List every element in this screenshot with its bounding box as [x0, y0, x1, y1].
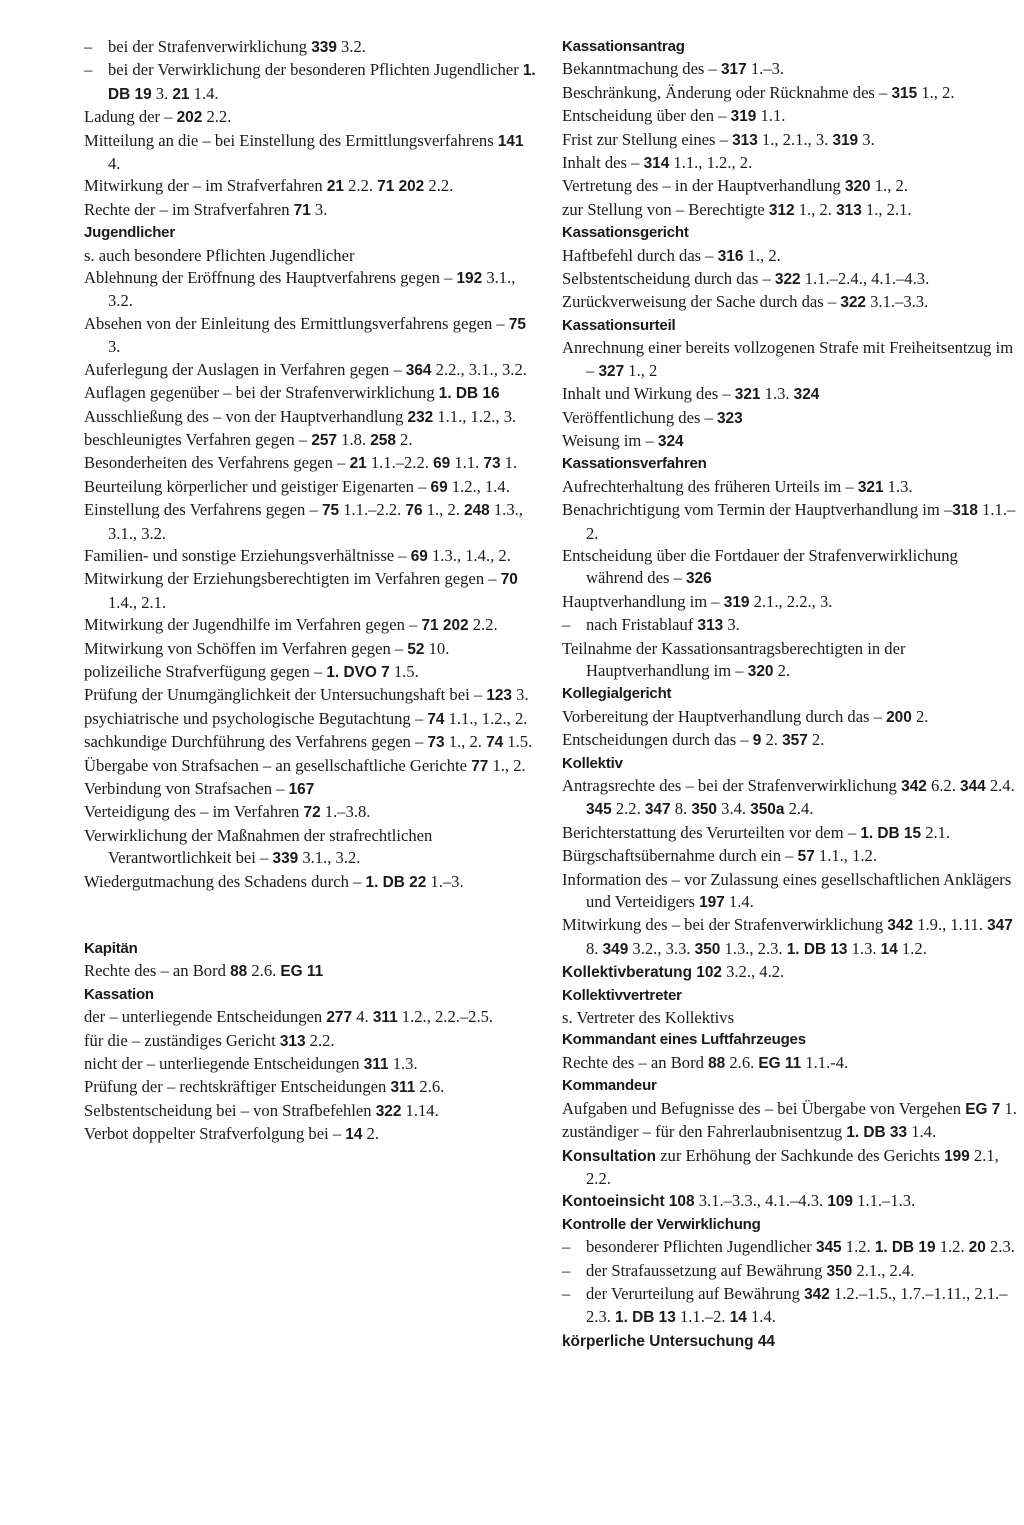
index-entry: Verbot doppelter Strafverfolgung bei – 14 2.	[84, 1124, 379, 1144]
index-entry: psychiatrische und psychologische Begutachtung – 74 1.1., 1.2., 2.	[84, 708, 528, 728]
dash-marker: –	[562, 1237, 571, 1257]
index-entry: Information des – vor Zulassung eines gesellschaftlichen Anklägers und Verteidigers 197 1.4.	[562, 869, 1012, 912]
index-entry: Prüfung der – rechtskräftiger Entscheidungen 311 2.6.	[84, 1077, 445, 1097]
index-entry: Besonderheiten des Verfahrens gegen – 21 1.1.–2.2. 69 1.1. 73 1.	[84, 453, 518, 473]
index-entry: s. Vertreter des Kollektivs	[562, 1008, 735, 1028]
index-entry: Entscheidung über den – 319 1.1.	[562, 106, 786, 126]
index-heading: Kommandant eines Luftfahrzeuges	[562, 1031, 806, 1049]
index-entry: Prüfung der Unumgänglichkeit der Untersuchungshaft bei – 123 3.	[84, 685, 529, 705]
index-entry: Rechte des – an Bord 88 2.6. EG 11	[84, 961, 324, 981]
index-entry: Bürgschaftsübernahme durch ein – 57 1.1., 1.2.	[562, 846, 877, 866]
dash-marker: –	[562, 1283, 571, 1303]
index-heading: Kassationsgericht	[562, 224, 689, 242]
dash-marker: –	[562, 615, 571, 635]
index-entry: Inhalt des – 314 1.1., 1.2., 2.	[562, 153, 753, 173]
index-entry: Ladung der – 202 2.2.	[84, 107, 232, 127]
index-entry: Aufgaben und Befugnisse des – bei Übergabe von Vergehen EG 7 1.	[562, 1098, 1017, 1118]
index-entry: Wiedergutmachung des Schadens durch – 1. DB 22 1.–3.	[84, 871, 464, 891]
index-subentry: – bei der Verwirklichung der besonderen Pflichten Jugendlicher 1. DB 19 3. 21 1.4.	[84, 60, 536, 103]
index-entry: Mitwirkung der Jugendhilfe im Verfahren gegen – 71 202 2.2.	[84, 615, 498, 635]
index-entry: Mitteilung an die – bei Einstellung des Ermittlungsverfahrens 141 4.	[84, 130, 524, 174]
index-entry: Selbstentscheidung bei – von Strafbefehlen 322 1.14.	[84, 1100, 439, 1120]
index-entry: sachkundige Durchführung des Verfahrens gegen – 73 1., 2. 74 1.5.	[84, 732, 533, 752]
index-entry: Ausschließung des – von der Hauptverhandlung 232 1.1., 1.2., 3.	[84, 406, 517, 426]
index-entry: Teilnahme der Kassationsantragsberechtigten in der Hauptverhandlung im – 320 2.	[562, 638, 906, 680]
index-entry: Vertretung des – in der Hauptverhandlung 320 1., 2.	[562, 176, 908, 196]
index-heading: Kontrolle der Verwirklichung	[562, 1215, 761, 1233]
index-entry: Entscheidung über die Fortdauer der Strafenverwirklichung während des – 326	[562, 545, 958, 588]
index-heading: Kassationsantrag	[562, 38, 685, 55]
index-entry: Einstellung des Verfahrens gegen – 75 1.1.–2.2. 76 1., 2. 248 1.3., 3.1., 3.2.	[84, 500, 523, 543]
index-entry: Anrechnung einer bereits vollzogenen Strafe mit Freiheitsentzug im – 327 1., 2	[562, 338, 1014, 380]
index-heading: Kapitän	[84, 940, 138, 958]
index-entry: Kontoeinsicht 108 3.1.–3.3., 4.1.–4.3. 109 1.1.–1.3.	[562, 1191, 916, 1211]
index-entry: Mitwirkung des – bei der Strafenverwirklichung 342 1.9., 1.11. 347 8. 349 3.2., 3.3. 350 1.3., 2.3. 1. DB 13 1.3. 14 1.2.	[562, 915, 1013, 958]
index-entry: Rechte der – im Strafverfahren 71 3.	[84, 199, 328, 219]
index-entry: Auferlegung der Auslagen in Verfahren gegen – 364 2.2., 3.1., 3.2.	[84, 359, 527, 379]
index-entry: Antragsrechte des – bei der Strafenverwirklichung 342 6.2. 344 2.4. 345 2.2. 347 8. 350 3.4. 350a 2.4.	[562, 776, 1015, 819]
index-entry: Frist zur Stellung eines – 313 1., 2.1., 3. 319 3.	[562, 129, 875, 149]
index-subentry: – bei der Strafenverwirklichung 339 3.2.	[84, 36, 536, 59]
index-entry: Mitwirkung der Erziehungsberechtigten im Verfahren gegen – 70 1.4., 2.1.	[84, 569, 518, 612]
index-heading: Kollektivvertreter	[562, 986, 682, 1004]
index-entry: s. auch besondere Pflichten Jugendlicher	[84, 245, 355, 265]
index-entry: Kollektivberatung 102 3.2., 4.2.	[562, 962, 785, 982]
index-heading: Kassationsurteil	[562, 316, 676, 334]
index-entry: Verwirklichung der Maßnahmen der strafrechtlichen Verantwortlichkeit bei – 339 3.1., 3.2.	[84, 825, 433, 868]
index-entry: Aufrechterhaltung des früheren Urteils im – 321 1.3.	[562, 476, 913, 496]
index-entry: Beurteilung körperlicher und geistiger Eigenarten – 69 1.2., 1.4.	[84, 476, 510, 496]
index-entry: Beschränkung, Änderung oder Rücknahme des – 315 1., 2.	[562, 82, 955, 102]
index-entry: Entscheidungen durch das – 9 2. 357 2.	[562, 730, 825, 750]
index-entry: Verteidigung des – im Verfahren 72 1.–3.8.	[84, 802, 371, 822]
index-entry: Mitwirkung von Schöffen im Verfahren gegen – 52 10.	[84, 638, 450, 658]
index-entry: Veröffentlichung des – 323	[562, 407, 743, 427]
section-gap	[84, 894, 536, 938]
index-heading: Kassation	[84, 985, 154, 1003]
index-entry: Konsultation zur Erhöhung der Sachkunde des Gerichts 199 2.1, 2.2.	[562, 1145, 999, 1188]
index-entry: polizeiliche Strafverfügung gegen – 1. DVO 7 1.5.	[84, 661, 419, 681]
index-subentry: – der Verurteilung auf Bewährung 342 1.2.–1.5., 1.7.–1.11., 2.1.–2.3. 1. DB 13 1.1.–2. 14 1.4.	[562, 1283, 1008, 1327]
index-entry: Haftbefehl durch das – 316 1., 2.	[562, 245, 781, 265]
index-entry: für die – zuständiges Gericht 313 2.2.	[84, 1030, 335, 1050]
index-entry: Verbindung von Strafsachen – 167	[84, 779, 315, 798]
index-entry: Hauptverhandlung im – 319 2.1., 2.2., 3.	[562, 591, 833, 611]
index-entry: Absehen von der Einleitung des Ermittlungsverfahrens gegen – 75 3.	[84, 313, 526, 357]
index-entry: Bekanntmachung des – 317 1.–3.	[562, 59, 785, 79]
index-entry: nicht der – unterliegende Entscheidungen 311 1.3.	[84, 1054, 418, 1074]
index-entry: der – unterliegende Entscheidungen 277 4. 311 1.2., 2.2.–2.5.	[84, 1007, 494, 1027]
index-entry: Benachrichtigung vom Termin der Hauptverhandlung im –318 1.1.–2.	[562, 500, 1016, 543]
index-entry: zur Stellung von – Berechtigte 312 1., 2. 313 1., 2.1.	[562, 199, 912, 219]
index-entry: zuständiger – für den Fahrerlaubnisentzug 1. DB 33 1.4.	[562, 1122, 937, 1142]
index-entry: Berichterstattung des Verurteilten vor dem – 1. DB 15 2.1.	[562, 822, 951, 842]
index-entry: Vorbereitung der Hauptverhandlung durch das – 200 2.	[562, 706, 929, 726]
index-heading: Kollegialgericht	[562, 685, 672, 703]
index-entry: Inhalt und Wirkung des – 321 1.3. 324	[562, 384, 820, 404]
index-subentry: – der Strafaussetzung auf Bewährung 350 2.1., 2.4.	[562, 1260, 1018, 1283]
index-column-right	[562, 36, 1018, 1353]
index-entry: Übergabe von Strafsachen – an gesellschaftliche Gerichte 77 1., 2.	[84, 755, 526, 775]
dash-marker: –	[562, 1260, 571, 1280]
index-subentry: – nach Fristablauf 313 3.	[562, 614, 1018, 637]
index-entry: Mitwirkung der – im Strafverfahren 21 2.2. 71 202 2.2.	[84, 176, 454, 196]
index-heading: Jugendlicher	[84, 224, 175, 242]
index-entry: beschleunigtes Verfahren gegen – 257 1.8. 258 2.	[84, 429, 413, 449]
index-entry: Selbstentscheidung durch das – 322 1.1.–2.4., 4.1.–4.3.	[562, 269, 930, 289]
index-entry: Familien- und sonstige Erziehungsverhältnisse – 69 1.3., 1.4., 2.	[84, 545, 511, 565]
index-heading: Kollektiv	[562, 754, 623, 772]
index-entry: körperliche Untersuchung 44	[562, 1332, 775, 1350]
index-column-left	[84, 36, 536, 1147]
index-heading: Kassationsverfahren	[562, 455, 707, 473]
dash-marker: –	[84, 37, 93, 56]
index-entry: Rechte des – an Bord 88 2.6. EG 11 1.1.-4.	[562, 1052, 849, 1072]
index-subentry: – besonderer Pflichten Jugendlicher 345 1.2. 1. DB 19 1.2. 20 2.3.	[562, 1236, 1018, 1259]
index-entry: Auflagen gegenüber – bei der Strafenverwirklichung 1. DB 16	[84, 383, 500, 403]
index-entry: Ablehnung der Eröffnung des Hauptverfahrens gegen – 192 3.1., 3.2.	[84, 268, 516, 311]
dash-marker: –	[84, 60, 93, 80]
index-entry: Weisung im – 324	[562, 430, 684, 450]
index-heading: Kommandeur	[562, 1077, 657, 1095]
index-entry: Zurückverweisung der Sache durch das – 322 3.1.–3.3.	[562, 292, 929, 312]
